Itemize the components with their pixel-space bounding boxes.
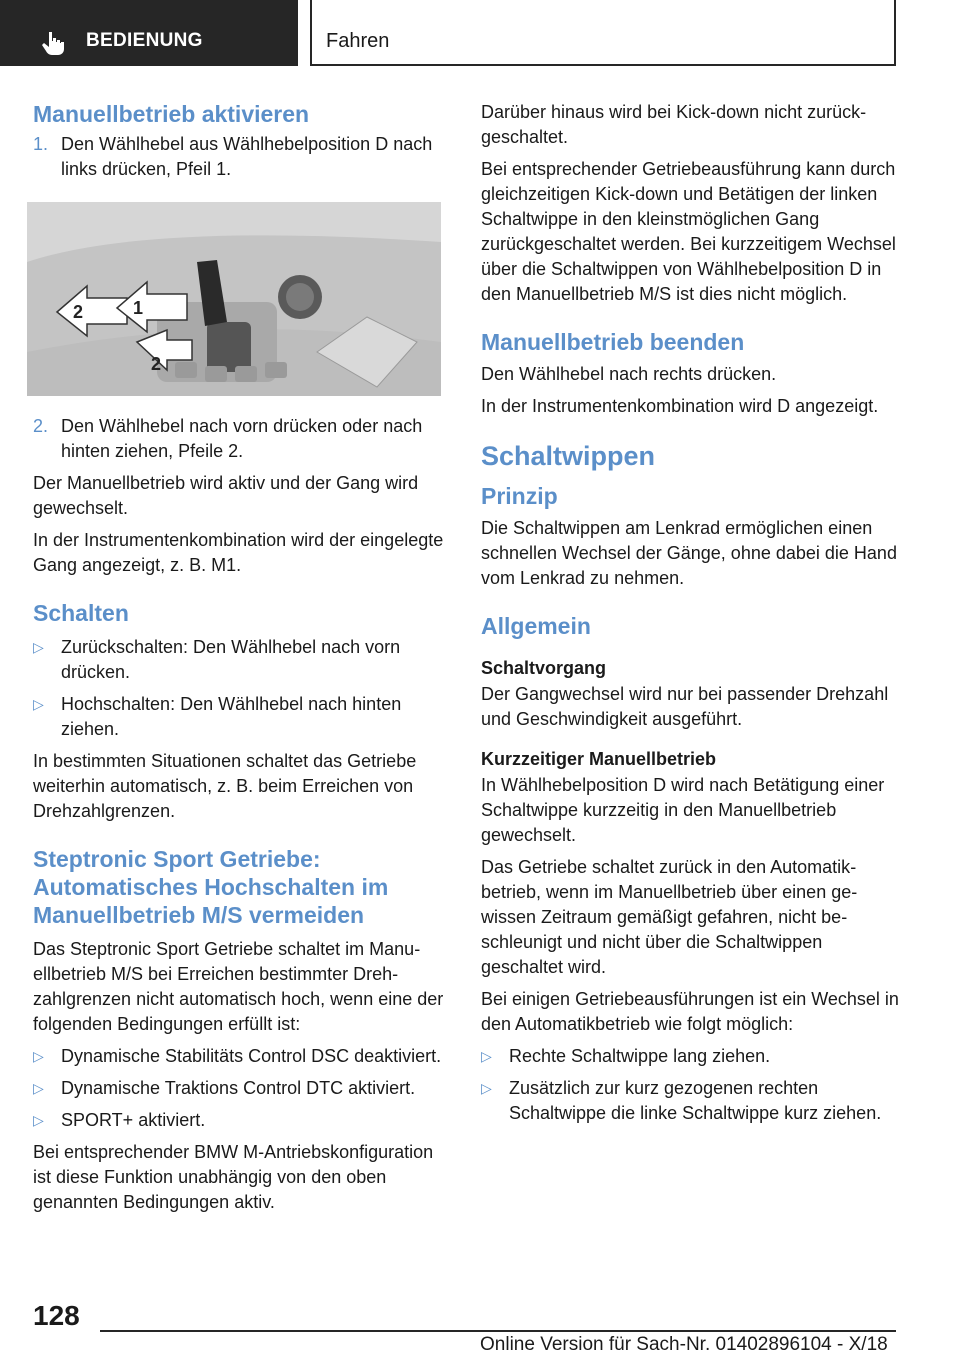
paragraph: Bei entsprechender BMW M-Antriebskonfiguration ist diese Funktion unabhängig von den oben genannten Bedingungen aktiv. [33, 1142, 434, 1212]
left-column [33, 100, 445, 1222]
list-item: ▷ Dynamische Traktions Control DTC aktiviert. [33, 1076, 445, 1101]
paragraph: Der Manuellbetrieb wird aktiv und der Gang wird gewechselt. [33, 473, 419, 518]
heading-process: Schaltvorgang [481, 658, 607, 678]
paragraph: In der Instrumentenkombination wird D angezeigt. [481, 396, 879, 416]
bullet-triangle-icon: ▷ [33, 639, 44, 655]
list-item: ▷ Rechte Schaltwippe lang ziehen. [481, 1044, 901, 1069]
heading-temporary: Kurzzeitiger Manuellbetrieb [481, 749, 717, 769]
page-number: 128 [33, 1300, 80, 1331]
arrow-label-1: 1 [133, 298, 144, 318]
paragraph: Das Getriebe schaltet zurück in den Automatikbetrieb, wenn im Manuellbetrieb über einen gewissen Zeitraum gemäßigt gefahren, nicht beschleunigt und nicht über die Schaltwippen geschaltet wird. [481, 857, 858, 977]
paragraph: Der Gangwechsel wird nur bei passender Drehzahl und Geschwindigkeit ausgeführt. [481, 684, 889, 729]
paragraph: In bestimmten Situationen schaltet das Getriebe weiterhin automatisch, z. B. beim Erreichen von Drehzahlgrenzen. [33, 751, 417, 821]
heading-paddles: Schaltwippen [481, 441, 656, 471]
heading-end: Manuellbetrieb beenden [481, 329, 745, 355]
heading-general: Allgemein [481, 613, 591, 639]
paragraph: Die Schaltwippen am Lenkrad ermöglichen einen schnellen Wechsel der Gänge, ohne dabei die Hand vom Lenkrad zu nehmen. [481, 518, 897, 588]
paragraph: Den Wählhebel nach rechts drücken. [481, 364, 777, 384]
arrow-label-2a: 2 [73, 302, 84, 322]
paragraph: Darüber hinaus wird bei Kick-down nicht zurückgeschaltet. [481, 102, 867, 147]
chapter-box [310, 0, 896, 66]
footer-divider [100, 1330, 896, 1332]
chapter-title: Fahren [326, 30, 390, 52]
paragraph: Bei einigen Getriebeausführungen ist ein Wechsel in den Automatikbetrieb wie folgt möglich: [481, 989, 899, 1034]
paragraph: In Wählhebelposition D wird nach Betätigung einer Schaltwippe kurzzeitig in den Manuellbetrieb gewechselt. [481, 775, 885, 845]
step-2 [33, 414, 445, 464]
heading-shift: Schalten [33, 600, 129, 626]
paragraph: Bei entsprechender Getriebeausführung kann durch gleichzeitigen Kick-down und Betätigen der linken Schaltwippe in den kleinstmöglichen Gang zurückgeschaltet werden. Bei kurzzeitigem Wechsel über die Schaltwippen von Wählhebelposition D in den Manuellbetrieb M/S ist dies nicht möglich. [481, 159, 896, 304]
bullet-triangle-icon: ▷ [481, 1080, 492, 1096]
paragraph: In der Instrumentenkombination wird der eingelegte Gang angezeigt, z. B. M1. [33, 530, 444, 575]
step-text: Den Wählhebel aus Wählhebelposition D nach links drücken, Pfeil 1. [61, 134, 433, 179]
list-item: ▷ Dynamische Stabilitäts Control DSC deaktiviert. [33, 1044, 445, 1069]
section-title: BEDIENUNG [86, 30, 203, 51]
arrow-label-2b: 2 [151, 354, 162, 374]
list-item: ▷ Zurückschalten: Den Wählhebel nach vorn drücken. [33, 637, 401, 682]
heading-principle: Prinzip [481, 483, 558, 509]
gear-selector-figure [27, 202, 441, 396]
list-item: ▷ Hochschalten: Den Wählhebel nach hinten ziehen. [33, 694, 402, 739]
list-item: ▷ SPORT+ aktiviert. [33, 1108, 445, 1133]
heading-activate: Manuellbetrieb aktivieren [33, 101, 310, 127]
right-column [481, 100, 901, 1133]
hand-pointer-icon [40, 30, 66, 56]
paragraph: Das Steptronic Sport Getriebe schaltet im Manuellbetrieb M/S bei Erreichen bestimmter Drehzahlgrenzen nicht automatisch hoch, wenn eine der folgenden Bedingungen erfüllt ist: [33, 939, 444, 1034]
bullet-triangle-icon: ▷ [33, 696, 44, 712]
bullet-triangle-icon: ▷ [481, 1048, 492, 1064]
step-1 [33, 132, 445, 182]
footer-version-text: Online Version für Sach-Nr. 01402896104 - X/18 [480, 1334, 888, 1355]
bullet-triangle-icon: ▷ [33, 1080, 44, 1096]
section-tab [0, 0, 298, 66]
step-text: Den Wählhebel nach vorn drücken oder nach hinten ziehen, Pfeile 2. [61, 416, 423, 461]
bullet-triangle-icon: ▷ [33, 1112, 44, 1128]
step-number: 1. [33, 134, 49, 154]
list-item: ▷ Zusätzlich zur kurz gezogenen rechten Schaltwippe die linke Schaltwippe kurz ziehen. [481, 1078, 882, 1123]
bullet-triangle-icon: ▷ [33, 1048, 44, 1064]
step-number: 2. [33, 416, 49, 436]
heading-steptronic: Steptronic Sport Getriebe: Automatisches Hochschalten im Manuellbetrieb M/S vermeiden [33, 846, 389, 928]
